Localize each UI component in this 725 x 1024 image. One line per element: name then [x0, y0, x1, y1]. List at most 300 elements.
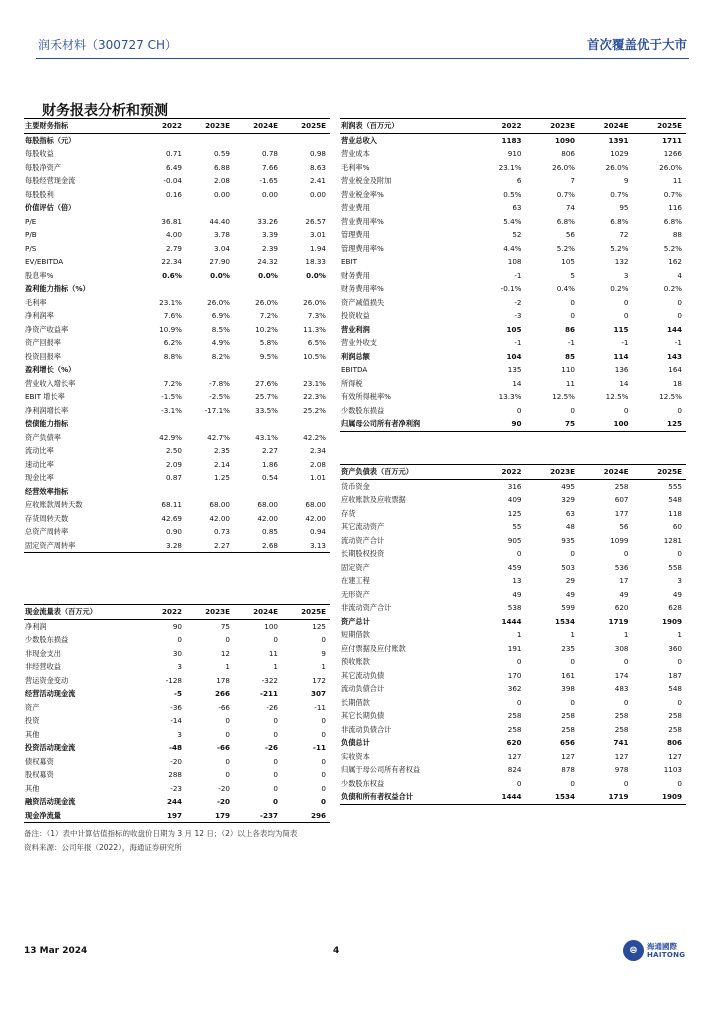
header-divider: [36, 58, 689, 59]
row-value: 0: [273, 635, 278, 644]
row-label: 非流动资产合计: [341, 603, 392, 612]
row-value: 360: [668, 643, 682, 653]
row-value: -7.8%: [209, 378, 230, 388]
table-row: [24, 201, 330, 215]
year-header: 2022: [138, 605, 186, 620]
row-value: 3: [677, 576, 682, 585]
row-value: -2.5%: [209, 392, 230, 401]
row-label: 偿债能力指标: [25, 419, 69, 428]
row-value: 235: [561, 643, 575, 653]
row-label: 每股股利: [25, 189, 54, 199]
row-value: 1444: [501, 616, 522, 626]
header-left: 润禾材料（300727 CH）: [38, 38, 178, 52]
row-value: 0.98: [309, 149, 326, 158]
row-value: 24.32: [257, 257, 278, 266]
row-value: 1444: [472, 790, 526, 804]
row-value: 100: [264, 621, 278, 631]
row-value: 170: [507, 670, 522, 680]
row-value: 555: [668, 481, 682, 491]
row-value: 1.25: [213, 473, 230, 482]
row-label: 投资回报率: [25, 351, 61, 361]
row-label: 投资收益: [341, 311, 370, 320]
table-row: [340, 350, 686, 364]
row-value: -1.65: [259, 176, 278, 185]
table-row: [340, 493, 686, 507]
row-value: [138, 485, 186, 499]
row-value: 42.00: [257, 513, 278, 523]
row-value: 0.54: [261, 473, 278, 482]
row-value: 8.2%: [211, 351, 230, 361]
row-value: 316: [507, 481, 522, 491]
row-value: 296: [282, 809, 330, 823]
row-label: 营业费用率%: [341, 216, 384, 226]
row-value: 12.5%: [605, 392, 629, 401]
row-label: 净利润: [25, 621, 47, 631]
row-value: 1909: [633, 790, 687, 804]
row-value: 2.68: [234, 539, 282, 553]
table-row: [24, 782, 330, 796]
row-value: 1: [225, 662, 230, 671]
row-label: 营运资金变动: [25, 675, 69, 685]
row-label: EBIT 增长率: [25, 392, 65, 401]
row-value: -237: [234, 809, 282, 823]
row-value: 0: [273, 783, 278, 793]
row-value: [282, 201, 330, 215]
row-value: 0: [273, 729, 278, 739]
row-value: 538: [507, 603, 522, 612]
row-label: 速动比率: [25, 459, 54, 469]
row-value: [186, 363, 234, 377]
row-value: 6: [516, 176, 522, 185]
row-value: 1.01: [309, 473, 326, 482]
table-row: [24, 647, 330, 661]
row-label: 股息率%: [25, 270, 54, 280]
row-value: 0: [623, 405, 629, 415]
table-row: [24, 485, 330, 499]
year-header: 2023E: [526, 465, 580, 480]
row-value: 13: [512, 576, 522, 585]
row-value: 258: [668, 724, 682, 734]
row-value: 11: [565, 378, 575, 388]
table-row: [340, 682, 686, 696]
row-value: 1: [273, 662, 278, 671]
row-value: 1.94: [309, 243, 326, 253]
row-value: 6.2%: [163, 338, 182, 347]
table-row: [24, 161, 330, 175]
row-label: 归属于母公司所有者权益: [341, 765, 421, 774]
row-value: 3: [177, 729, 182, 739]
row-label: 应收账款周转天数: [25, 500, 83, 509]
row-value: 174: [614, 670, 629, 680]
row-value: 0: [677, 297, 682, 307]
row-value: [282, 282, 330, 296]
row-value: 824: [507, 765, 522, 774]
row-value: 162: [668, 257, 682, 266]
row-value: 1266: [663, 149, 682, 158]
row-value: [138, 282, 186, 296]
table-row: [24, 228, 330, 242]
table-note: 备注：（1）表中计算估值指标的收盘价日期为 3 月 12 日；（2）以上各表均为简表: [24, 829, 298, 838]
row-value: 806: [666, 738, 682, 747]
row-label: 盈利能力指标（%）: [25, 284, 90, 293]
row-value: 0: [516, 405, 522, 415]
year-header: 2025E: [633, 465, 687, 480]
data-source: 资料来源：公司年报（2022），海通证券研究所: [24, 843, 182, 852]
row-label: 其它流动资产: [341, 522, 385, 531]
row-value: 26.0%: [255, 297, 278, 307]
row-value: 1534: [526, 790, 580, 804]
row-value: 0: [321, 729, 326, 739]
row-value: 27.6%: [255, 378, 278, 388]
row-value: 4.00: [165, 230, 182, 239]
table-row: [340, 655, 686, 669]
row-value: 12.5%: [659, 392, 682, 401]
row-value: 116: [668, 203, 682, 212]
row-value: 68.00: [305, 500, 326, 509]
row-value: 110: [561, 365, 575, 374]
row-value: 7.3%: [307, 311, 326, 320]
row-value: 8.5%: [211, 324, 230, 334]
table-row: [340, 763, 686, 777]
row-value: 0.90: [165, 527, 182, 536]
row-value: -1: [514, 270, 522, 280]
table-row: [340, 534, 686, 548]
row-value: 88: [672, 230, 682, 239]
row-value: 6.8%: [556, 216, 575, 226]
row-value: 935: [561, 535, 575, 545]
row-value: 978: [614, 765, 629, 774]
row-value: 7.6%: [163, 311, 182, 320]
row-value: [234, 282, 282, 296]
logo-text-cn: 海通國際: [647, 942, 677, 951]
row-value: 42.7%: [207, 432, 230, 442]
table-row: [340, 215, 686, 229]
table-row: [340, 269, 686, 283]
row-value: 0.73: [213, 527, 230, 536]
row-label: 营业费用: [341, 203, 370, 212]
table-row: [24, 174, 330, 188]
row-value: 258: [614, 724, 629, 734]
row-value: 2.27: [261, 446, 278, 455]
table-row: [340, 228, 686, 242]
table-row: [340, 242, 686, 256]
year-header: 2024E: [234, 119, 282, 134]
row-value: 1: [570, 630, 575, 639]
year-header: 2022: [138, 119, 186, 134]
table-row: [24, 619, 330, 633]
row-value: 307: [310, 689, 326, 698]
row-value: [138, 133, 186, 147]
row-value: 483: [614, 684, 629, 693]
row-label: 净资产收益率: [25, 324, 69, 334]
row-label: 每股经营现金流: [25, 176, 76, 185]
row-label: 营业利润: [341, 324, 370, 334]
row-value: [282, 485, 330, 499]
row-label: 毛利率: [25, 297, 47, 307]
row-value: [234, 485, 282, 499]
row-value: 0: [677, 778, 682, 788]
row-value: 17: [619, 576, 629, 585]
row-label: 营业成本: [341, 149, 370, 158]
row-value: 1719: [579, 790, 633, 804]
row-value: 42.00: [305, 513, 326, 523]
row-value: [186, 133, 234, 147]
row-value: 18: [672, 378, 682, 388]
row-value: 11: [268, 648, 278, 658]
row-value: 68.00: [257, 500, 278, 509]
year-header: 2025E: [282, 605, 330, 620]
row-value: 36.81: [161, 216, 182, 226]
row-label: 经营活动现金流: [25, 689, 76, 698]
row-value: 25.7%: [255, 392, 278, 401]
row-value: -26: [265, 743, 278, 752]
row-value: 0: [570, 657, 575, 666]
row-value: 0: [225, 716, 230, 725]
row-value: 558: [668, 562, 682, 572]
row-label: 其它长期负债: [341, 711, 385, 720]
table-row: [340, 642, 686, 656]
table-header-row: [340, 465, 686, 480]
row-label: EV/EBITDA: [25, 257, 64, 266]
row-value: 1711: [661, 135, 682, 145]
row-value: 6.8%: [610, 216, 629, 226]
balance-sheet-table: [340, 464, 686, 805]
row-value: 4.4%: [503, 243, 522, 253]
row-value: 741: [613, 738, 629, 747]
row-label: 盈利增长（%）: [25, 365, 76, 374]
table-row: [24, 525, 330, 539]
row-label: 固定资产: [341, 562, 370, 572]
row-value: 0: [623, 311, 629, 320]
row-value: -2: [514, 297, 522, 307]
table-row: [340, 363, 686, 377]
row-value: 0: [623, 657, 629, 666]
row-value: 143: [666, 351, 682, 361]
row-label: 营业税金率%: [341, 189, 384, 199]
row-value: 0: [570, 405, 575, 415]
row-value: 258: [507, 711, 522, 720]
row-value: 1183: [501, 135, 522, 145]
row-label: 存货周转天数: [25, 513, 69, 523]
table-row: [340, 201, 686, 215]
row-value: 56: [565, 230, 575, 239]
row-value: 12.5%: [552, 392, 575, 401]
row-value: 258: [561, 711, 575, 720]
row-label: 经营效率指标: [25, 486, 69, 496]
row-value: 0.71: [165, 149, 182, 158]
row-label: 融资活动现金流: [25, 797, 76, 806]
row-value: -5: [174, 689, 182, 698]
row-label: 每股净资产: [25, 162, 61, 172]
row-value: 3.78: [213, 230, 230, 239]
table-title: 利润表（百万元）: [340, 119, 472, 134]
row-value: 5: [570, 270, 575, 280]
table-row: [340, 750, 686, 764]
row-value: 3.28: [138, 539, 186, 553]
row-value: 2.39: [261, 243, 278, 253]
table-row: [24, 512, 330, 526]
row-value: -20: [170, 756, 182, 766]
row-value: [186, 485, 234, 499]
row-value: 6.88: [213, 162, 230, 172]
row-label: 现金比率: [25, 473, 54, 482]
row-value: 49: [672, 589, 682, 599]
row-value: -23: [170, 783, 182, 793]
row-value: [138, 417, 186, 431]
row-value: 1029: [610, 149, 629, 158]
row-value: 9: [321, 648, 326, 658]
row-value: 44.40: [209, 216, 230, 226]
row-value: 0: [623, 778, 629, 788]
row-value: 0: [225, 635, 230, 644]
table-row: [24, 390, 330, 404]
table-row: [340, 296, 686, 310]
row-value: 244: [166, 797, 182, 806]
row-value: 135: [507, 365, 522, 374]
row-value: 127: [507, 751, 522, 761]
row-label: 无形资产: [341, 589, 370, 599]
row-label: EBIT: [341, 257, 357, 266]
key-indicators-table: [24, 118, 330, 553]
table-row: [24, 674, 330, 688]
row-value: 105: [561, 257, 575, 266]
row-value: 2.14: [213, 459, 230, 469]
row-value: 179: [186, 809, 234, 823]
row-label: 资产负债率: [25, 432, 61, 442]
row-value: 85: [564, 351, 575, 361]
row-label: 财务费用率%: [341, 284, 384, 293]
table-row: [24, 660, 330, 674]
table-row: [24, 309, 330, 323]
row-label: 流动比率: [25, 446, 54, 455]
row-label: 每股收益: [25, 149, 54, 158]
row-value: 1099: [610, 535, 629, 545]
table-row: [24, 741, 330, 755]
row-label: 少数股东权益: [341, 778, 385, 788]
row-value: 29: [565, 576, 575, 585]
row-value: 0: [321, 716, 326, 725]
row-value: 6.49: [165, 162, 182, 172]
row-label: 应收账款及应收票据: [341, 495, 406, 504]
table-row: [340, 479, 686, 493]
row-value: 0: [321, 756, 326, 766]
row-value: 3.04: [213, 243, 230, 253]
table-row: [340, 323, 686, 337]
row-value: 266: [214, 689, 230, 698]
header-right: 首次覆盖优于大市: [586, 37, 687, 52]
row-value: 26.0%: [605, 162, 629, 172]
row-value: [186, 201, 234, 215]
row-value: 0: [516, 778, 522, 788]
table-row: [24, 350, 330, 364]
row-label: 归属母公司所有者净利润: [340, 417, 472, 431]
row-value: 308: [614, 643, 629, 653]
row-value: 362: [507, 684, 522, 693]
row-value: [234, 363, 282, 377]
table-row: [340, 615, 686, 629]
row-value: 536: [614, 562, 629, 572]
row-value: 258: [561, 724, 575, 734]
row-value: 0.0%: [210, 270, 230, 280]
row-value: 1909: [661, 616, 682, 626]
row-value: 74: [565, 203, 575, 212]
row-value: 0.7%: [663, 189, 682, 199]
row-value: 191: [507, 643, 522, 653]
row-value: 0: [677, 405, 682, 415]
row-value: 42.9%: [159, 432, 182, 442]
row-value: 0.2%: [610, 284, 629, 293]
row-value: -66: [217, 743, 230, 752]
row-label: 负债和所有者权益合计: [340, 790, 472, 804]
row-value: 548: [668, 495, 682, 504]
row-value: 95: [619, 203, 629, 212]
row-value: 5.4%: [503, 216, 522, 226]
row-value: -48: [169, 743, 182, 752]
year-header: 2024E: [579, 119, 633, 134]
table-row: [24, 363, 330, 377]
row-value: 258: [614, 481, 629, 491]
row-value: 0: [177, 635, 182, 644]
row-value: 197: [138, 809, 186, 823]
row-value: 125: [312, 621, 326, 631]
row-value: 0: [516, 657, 522, 666]
table-row: [340, 282, 686, 296]
row-value: 0.5%: [503, 189, 522, 199]
row-label: 价值评估（倍）: [25, 203, 76, 212]
row-label: 流动负债合计: [341, 684, 385, 693]
table-row: [340, 336, 686, 350]
row-value: 0.0%: [306, 270, 326, 280]
year-header: 2025E: [633, 119, 687, 134]
logo-text-en: HAITONG: [647, 951, 686, 959]
row-value: 0.0%: [258, 270, 278, 280]
table-row: [24, 458, 330, 472]
row-value: -1: [674, 338, 682, 347]
cash-flow-table: [24, 604, 330, 823]
row-value: 2.35: [213, 446, 230, 455]
table-row: [24, 687, 330, 701]
table-row: [340, 161, 686, 175]
row-value: [186, 417, 234, 431]
row-value: -26: [266, 702, 278, 712]
row-label: 预收账款: [341, 657, 370, 666]
row-label: P/S: [25, 243, 37, 253]
row-value: 1: [623, 630, 629, 639]
page-number: 4: [333, 946, 340, 956]
row-label: 非经营收益: [25, 662, 61, 671]
row-value: 258: [614, 711, 629, 720]
row-value: 0: [623, 297, 629, 307]
table-row: [24, 755, 330, 769]
row-value: 1: [677, 630, 682, 639]
row-value: -128: [165, 675, 182, 685]
row-label: 其他: [25, 729, 40, 739]
table-header-row: [24, 605, 330, 620]
row-value: 90: [172, 621, 182, 631]
table-row: [24, 633, 330, 647]
table-row: [24, 701, 330, 715]
row-value: -1: [621, 338, 629, 347]
row-label: 净利润增长率: [25, 405, 69, 415]
row-label: 财务费用: [341, 270, 370, 280]
row-value: 905: [507, 535, 522, 545]
row-value: [138, 201, 186, 215]
row-value: 7.2%: [163, 378, 182, 388]
row-value: 2.09: [165, 459, 182, 469]
row-value: [234, 417, 282, 431]
row-value: 52: [512, 230, 522, 239]
row-value: 1534: [554, 616, 575, 626]
